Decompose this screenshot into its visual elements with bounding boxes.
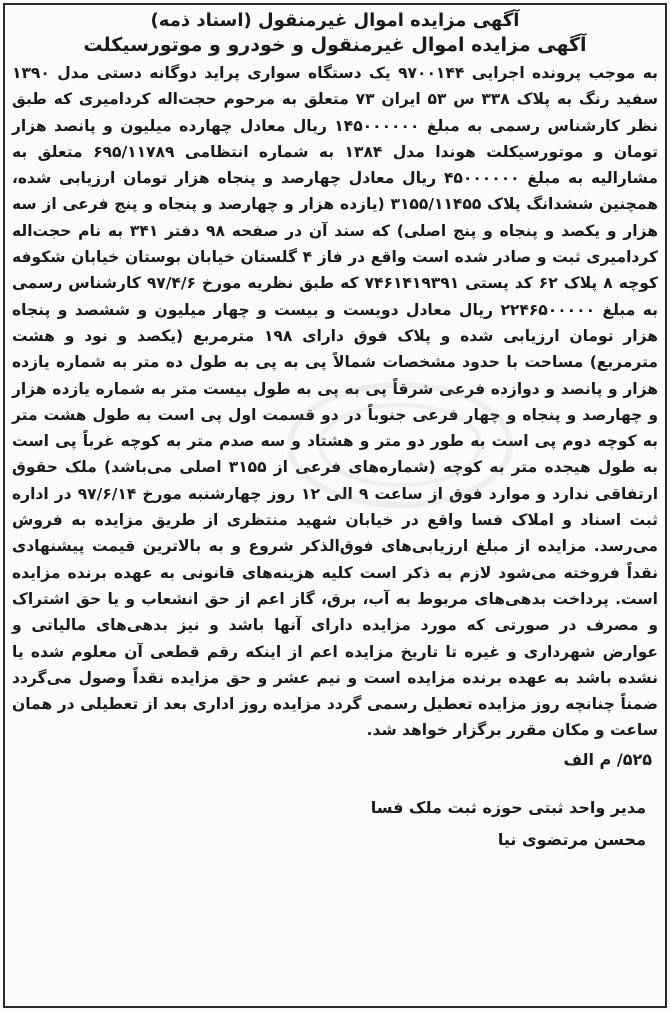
signature-block (10, 792, 646, 856)
notice-title: آگهی مزایده اموال غیرمنقول (اسناد ذمه) (150, 10, 520, 31)
signatory-position: مدیر واحد ثبتی حوزه ثبت ملک فسا (370, 797, 646, 817)
notice-subtitle: آگهی مزایده اموال غیرمنقول و خودرو و موتورسیکلت (83, 34, 587, 56)
signatory-name: محسن مرتضوی نیا (497, 829, 646, 849)
notice-body: به موجب پرونده اجرایی ۹۷۰۰۱۴۴ یک دستگاه سواری پراید دوگانه دستی مدل ۱۳۹۰ سفید رنگ به پلاک ۳۳۸ س ۵۳ ایران ۷۳ متعلق به مرحوم حجت‌اله کردامیری که طبق نظر کارشناس رسمی به مبلغ ۱۴۵۰۰۰۰۰۰ ریال معادل چهارده میلیون و پانصد هزار تومان و موتورسیکلت هوندا مدل ۱۳۸۴ به شماره انتظامی ۶۹۵/۱۱۷۸۹ متعلق به مشارالیه به مبلغ ۴۵۰۰۰۰۰۰ ریال معادل چهارصد و پنجاه هزار تومان ارزیابی شده، همچنین ششدانگ پلاک ۳۱۵۵/۱۱۴۵۵ (یازده هزار و چهارصد و پنجاه و پنج فرعی از سه هزار و یکصد و پنجاه و پنج اصلی) که سند آن در صفحه ۹۸ دفتر ۳۴۱ به نام حجت‌اله کردامیری ثبت و صادر شده است واقع در فاز ۴ گلستان خیابان بوستان خیابان شکوفه کوچه ۸ پلاک ۶۲ کد پستی ۷۴۶۱۴۱۹۳۹۱ که طبق نظریه مورخ ۹۷/۴/۶ کارشناس رسمی به مبلغ ۲۲۴۶۵۰۰۰۰۰ ریال معادل دویست و بیست و چهار میلیون و ششصد و پنجاه هزار تومان ارزیابی شده و پلاک فوق دارای ۱۹۸ مترمربع (یکصد و نود و هشت مترمربع) مساحت با حدود مشخصات شمالاً پی به پی به طول ده متر به شماره یازده هزار و پانصد و دوازده فرعی شرقاً پی به پی به طول بیست متر به شماره یازده هزار و چهارصد و پنجاه و چهار فرعی جنوباً در دو قسمت اول پی است به طول هشت متر به کوچه دوم پی است به طور دو متر و هشتاد و سه صدم متر به کوچه غرباً پی است به طول هیجده متر به کوچه (شماره‌های فرعی از ۳۱۵۵ اصلی می‌باشد) ملک حقوق ارتفاقی ندارد و موارد فوق از ساعت ۹ الی ۱۲ روز چهارشنبه مورخ ۹۷/۶/۱۴ در اداره ثبت اسناد و املاک فسا واقع در خیابان شهید منتظری از طریق مزایده به فروش می‌رسد. مزایده از مبلغ ارزیابی‌های فوق‌الذکر شروع و به بالاترین قیمت پیشنهادی نقداً فروخته می‌شود لازم به ذکر است کلیه هزینه‌های قانونی به عهده برنده مزایده است. پرداخت بدهی‌های مربوط به آب، برق، گاز اعم از حق انشعاب و یا حق اشتراک و مصرف در صورتی که مورد مزایده دارای آنها باشد و نیز بدهی‌های مالیاتی و عوارض شهرداری و غیره تا تاریخ مزایده اعم از اینکه رقم قطعی آن معلوم شده یا نشده باشد به عهده برنده مزایده است و نیم عشر و حق مزایده نقداً وصول می‌گردد ضمناً چنانچه روز مزایده تعطیل رسمی گردد مزایده روز اداری بعد از تعطیلی در همان ساعت و مکان مقرر برگزار خواهد شد. (12, 64, 659, 740)
notice-reference-code: ۵۲۵/ م الف (563, 749, 652, 769)
